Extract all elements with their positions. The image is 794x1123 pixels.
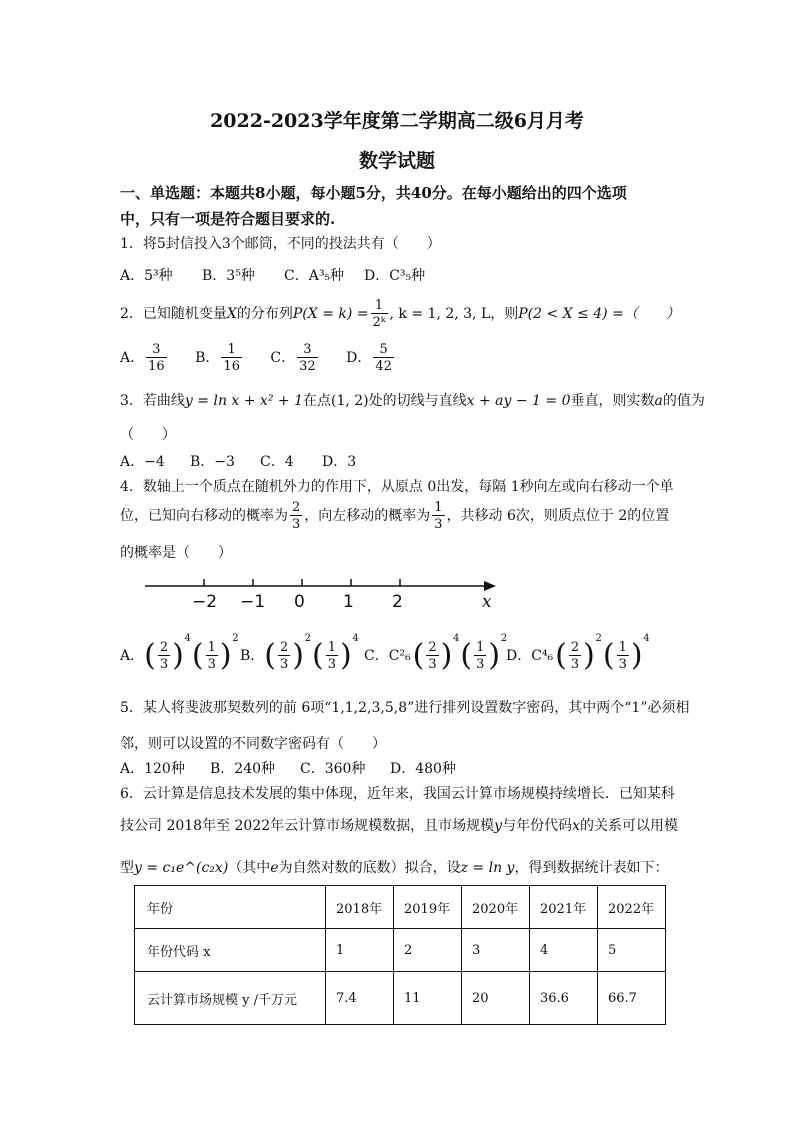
- number-line-ticks: [204, 579, 400, 586]
- table-cell: 云计算市场规模 y /千万元: [135, 972, 326, 1025]
- q4-prob-left: $\frac{1}{3}$: [434, 500, 443, 532]
- q5-option-d: D．480种: [390, 761, 456, 777]
- q5-option-a: A．120种: [120, 761, 185, 777]
- table-cell: 2019年: [394, 886, 462, 929]
- q2-options: [120, 340, 396, 376]
- q2-stem-text-a: 2．已知随机变量: [120, 306, 227, 322]
- table-cell: 年份代码 x: [135, 929, 326, 972]
- table-row: [135, 972, 666, 1025]
- axis-label-x: x: [482, 592, 492, 612]
- table-row: [135, 886, 666, 929]
- q4-prob-right: $\frac{2}{3}$: [292, 500, 301, 532]
- tick-label: 0: [294, 592, 305, 612]
- table-cell: 2: [394, 929, 462, 972]
- table-cell: 5: [598, 929, 666, 972]
- q4-stem-line1: 4．数轴上一个质点在随机外力的作用下，从原点 0出发，每隔 1秒向左或向右移动一个单: [120, 479, 674, 495]
- tick-label: 2: [392, 592, 403, 612]
- q2-option-a: A． $\frac{3}{16}$: [120, 342, 165, 374]
- table-cell: 年份: [135, 886, 326, 929]
- q1-option-d: D．C³₅种: [364, 268, 426, 284]
- q5-option-b: B．240种: [210, 761, 276, 777]
- q6-stem-line3: 型y = c₁e^(c₂x)（其中e为自然对数的底数）拟合，设z = ln y，得到数据统计表如下：: [120, 860, 669, 876]
- q5-stem-line2: 邻，则可以设置的不同数字密码有（ ）: [120, 736, 386, 752]
- q6-stem-line1: 6．云计算是信息技术发展的集中体现，近年来，我国云计算市场规模持续增长．已知某科: [120, 786, 675, 802]
- section-heading-line2: 中，只有一项是符合题目要求的.: [120, 210, 336, 228]
- table-cell: 4: [530, 929, 598, 972]
- table-cell: 66.7: [598, 972, 666, 1025]
- table-cell: 2020年: [462, 886, 530, 929]
- q3-option-b: B．−3: [190, 454, 235, 470]
- q2-stem: [120, 296, 680, 332]
- q5-stem-line1: 5．某人将斐波那契数列的前 6项“1,1,2,3,5,8”进行排列设置数字密码，其中两个“1”必须相: [120, 700, 690, 716]
- q2-frac-num: 1: [371, 299, 388, 314]
- q1-option-b: B．3⁵种: [202, 268, 255, 284]
- q2-expr-pre: P(X = k) =: [292, 306, 369, 322]
- q5-option-c: C．360种: [300, 761, 366, 777]
- q4-stem-line3: 的概率是（ ）: [120, 545, 232, 561]
- q6-stem-line2: 技公司 2018年至 2022年云计算市场规模数据，且市场规模y与年份代码x的关系可以用模: [120, 818, 678, 834]
- q3-stem-line1: 3．若曲线y = ln x + x² + 1在点(1, 2)处的切线与直线x + ay − 1 = 0垂直，则实数a的值为: [120, 393, 705, 409]
- q6-substitution: z = ln y: [460, 860, 515, 876]
- q3-curve-expr: y = ln x + x² + 1: [184, 393, 303, 409]
- table-cell: 1: [326, 929, 394, 972]
- exam-subtitle: 数学试题: [358, 150, 435, 172]
- q4-option-d: D．C⁴₆( $\frac{2}{3}$ ) 2 ( $\frac{1}{3}$ ) 4: [506, 633, 650, 673]
- q2-stem-text-b: 的分布列: [236, 306, 293, 322]
- exam-title: 2022-2023学年度第二学期高二级6月月考: [210, 110, 584, 132]
- table-cell: 2021年: [530, 886, 598, 929]
- tick-label: 1: [343, 592, 354, 612]
- tick-label: −1: [240, 592, 266, 612]
- q2-option-d: D． $\frac{5}{42}$: [346, 342, 392, 374]
- number-line-labels: [190, 592, 490, 616]
- q2-fraction: [371, 299, 388, 329]
- q4-stem-line2: 位，已知向右移动的概率为 $\frac{2}{3}$ ，向左移动的概率为 $\frac{1}{3}$ ，共移动 6次，则质点位于 2的位置: [120, 500, 670, 532]
- q2-var: X: [226, 306, 237, 322]
- q3-option-d: D．3: [322, 454, 357, 470]
- q2-expr-post: , k = 1, 2, 3, L: [389, 306, 491, 322]
- q2-stem-text-c: ，则: [490, 306, 519, 322]
- table-row: [135, 929, 666, 972]
- table-cell: 20: [462, 972, 530, 1025]
- q4-option-c: C．C²₆( $\frac{2}{3}$ ) 4 ( $\frac{1}{3}$ ) 2: [364, 633, 508, 673]
- q1-option-a: A．5³种: [120, 268, 173, 284]
- q4-option-a: A．( $\frac{2}{3}$ ) 4 ( $\frac{1}{3}$ ) 2: [120, 633, 239, 673]
- q3-option-a: A．−4: [120, 454, 165, 470]
- data-table: [134, 885, 666, 1025]
- q4-option-b: B．( $\frac{2}{3}$ ) 2 ( $\frac{1}{3}$ ) 4: [240, 633, 359, 673]
- tick-label: −2: [192, 592, 218, 612]
- section-heading-line1: 一、单选题：本题共8小题，每小题5分，共40分。在每小题给出的四个选项: [120, 184, 627, 202]
- q2-frac-den: 2ᵏ: [372, 315, 386, 330]
- q2-option-b: B． $\frac{1}{16}$: [195, 342, 240, 374]
- q1-stem: 1．将5封信投入3个邮筒，不同的投法共有（ ）: [120, 236, 441, 252]
- table-cell: 2018年: [326, 886, 394, 929]
- q2-option-c: C． $\frac{3}{32}$: [270, 342, 316, 374]
- table-cell: 2022年: [598, 886, 666, 929]
- number-line-arrow: [484, 581, 496, 591]
- table-cell: 3: [462, 929, 530, 972]
- table-cell: 11: [394, 972, 462, 1025]
- q3-option-c: C．4: [260, 454, 294, 470]
- table-cell: 7.4: [326, 972, 394, 1025]
- q3-stem-line2: （ ）: [120, 427, 176, 443]
- q2-ask: P(2 < X ≤ 4) =（ ）: [518, 306, 680, 322]
- table-cell: 36.6: [530, 972, 598, 1025]
- q3-var-a: a: [654, 393, 663, 409]
- q1-option-c: C．A³₅种: [284, 268, 345, 284]
- q6-model-expr: y = c₁e^(c₂x): [134, 860, 229, 876]
- q3-line-expr: x + ay − 1 = 0: [466, 393, 571, 409]
- q3-point: (1, 2): [330, 393, 369, 409]
